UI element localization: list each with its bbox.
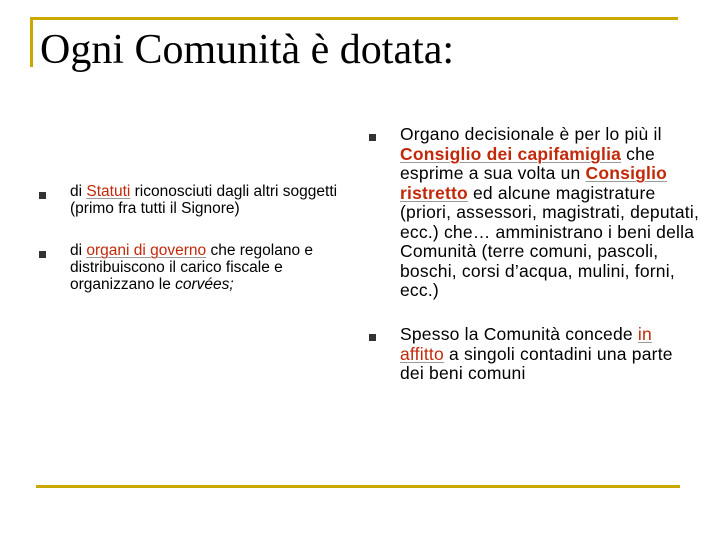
frame-bottom-line <box>36 485 680 488</box>
text-mid: che esprime a sua volta un <box>400 143 655 183</box>
text-prefix: di <box>70 242 87 259</box>
left-bullet-organi <box>70 242 350 293</box>
text-prefix: Organo decisionale è per lo più il <box>400 124 662 144</box>
text-rest: ed alcune magistrature (priori, assessori, magistrati, deputati, ecc.) che… amministrano i beni della Comunità (terre comuni, pascoli, boschi, corsi d’acqua, mulini, forni, ecc.) <box>400 182 700 300</box>
text-mid: che regolano e distribuiscono il carico fiscale e organizzano le <box>70 242 314 293</box>
frame-top-line <box>30 17 678 20</box>
highlight-consiglio-capifamiglia: Consiglio dei capifamiglia <box>400 143 622 164</box>
text-italic: corvées; <box>175 276 234 293</box>
text-rest: a singoli contadini una parte dei beni comuni <box>400 343 673 383</box>
square-bullet-icon <box>369 334 376 341</box>
highlight-consiglio-ristretto: Consiglio ristretto <box>400 163 668 203</box>
text-prefix: di <box>70 183 87 200</box>
highlight-affitto: in affitto <box>400 324 652 364</box>
square-bullet-icon <box>39 251 46 258</box>
square-bullet-icon <box>369 134 376 141</box>
text-prefix: Spesso la Comunità concede <box>400 324 638 344</box>
square-bullet-icon <box>39 192 46 199</box>
highlight-organi: organi di governo <box>86 242 207 259</box>
highlight-statuti: Statuti <box>86 183 131 200</box>
right-bullet-organo <box>400 125 700 301</box>
right-bullet-affitto <box>400 325 700 384</box>
slide-title: Ogni Comunità è dotata: <box>40 27 455 73</box>
frame-left-line <box>30 17 33 67</box>
left-bullet-statuti <box>70 183 350 217</box>
text-rest: riconosciuti dagli altri soggetti (primo fra tutti il Signore) <box>70 183 338 217</box>
